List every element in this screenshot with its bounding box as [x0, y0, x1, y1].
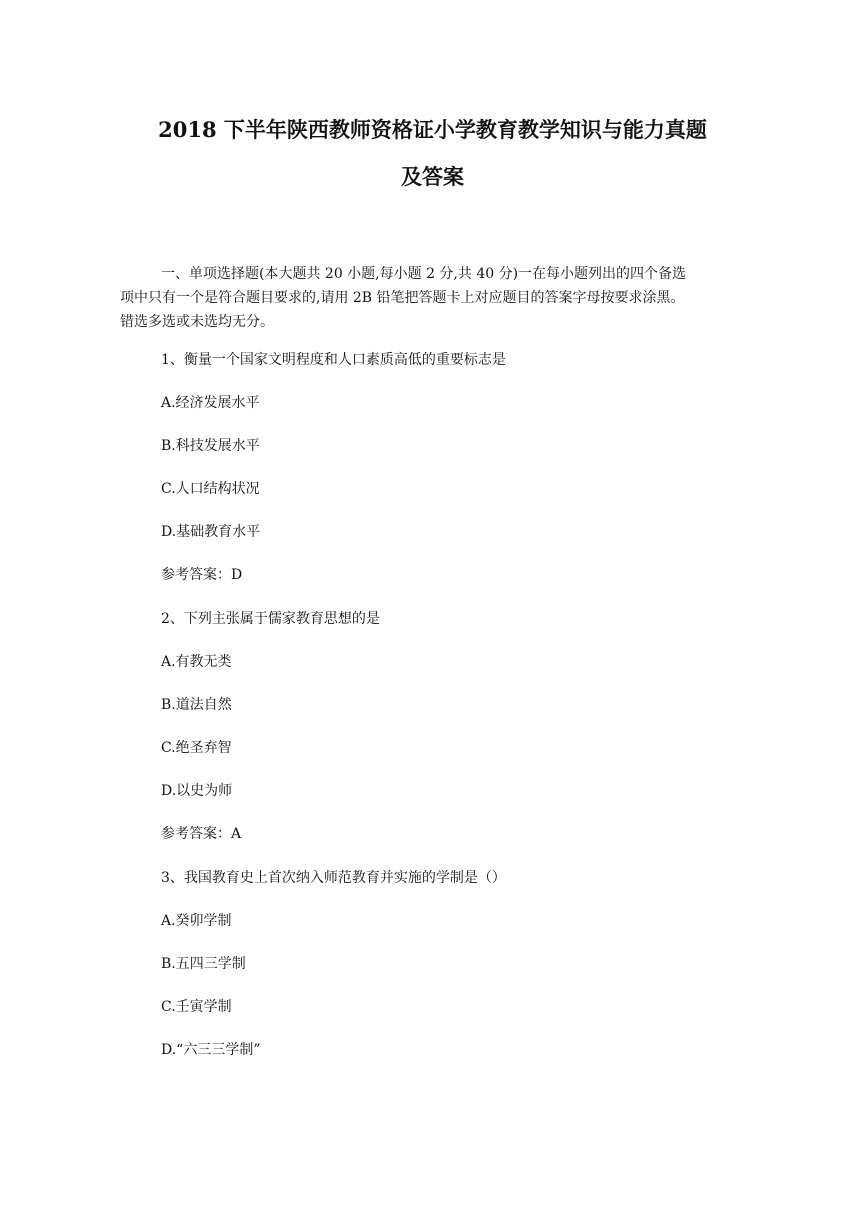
- question-1-option-c: C.人口结构状况: [161, 481, 260, 497]
- question-1-option-a: A.经济发展水平: [161, 395, 260, 411]
- question-3-option-c: C.壬寅学制: [161, 999, 232, 1015]
- question-1-option-b: B.科技发展水平: [161, 438, 260, 454]
- question-3-option-b: B.五四三学制: [161, 956, 246, 972]
- question-1-option-d: D.基础教育水平: [161, 524, 261, 540]
- document-title-line-1: 2018 下半年陕西教师资格证小学教育教学知识与能力真题: [158, 117, 707, 142]
- instructions-line-3: 错选多选或未选均无分。: [120, 314, 274, 330]
- question-2-stem: 2、下列主张属于儒家教育思想的是: [161, 611, 380, 627]
- question-3-option-d: D.“六三三学制”: [161, 1042, 261, 1058]
- instructions-line-1: 一、单项选择题(本大题共 20 小题,每小题 2 分,共 40 分)一在每小题列出的四个备选: [161, 266, 687, 282]
- question-2-option-b: B.道法自然: [161, 697, 232, 713]
- section-instructions: [120, 262, 741, 334]
- question-3-option-a: A.癸卯学制: [161, 913, 232, 929]
- question-2-option-d: D.以史为师: [161, 783, 233, 799]
- question-2-answer: 参考答案：A: [161, 826, 242, 842]
- document-title-line-2: 及答案: [401, 164, 464, 189]
- question-3-stem: 3、我国教育史上首次纳入师范教育并实施的学制是（）: [161, 870, 506, 886]
- question-2-option-a: A.有教无类: [161, 654, 232, 670]
- question-1-stem: 1、衡量一个国家文明程度和人口素质高低的重要标志是: [161, 352, 506, 368]
- instructions-line-2: 项中只有一个是符合题目要求的,请用 2B 铅笔把答题卡上对应题目的答案字母按要求涂黑。: [120, 290, 685, 306]
- question-1-answer: 参考答案：D: [161, 567, 243, 583]
- question-2-option-c: C.绝圣弃智: [161, 740, 232, 756]
